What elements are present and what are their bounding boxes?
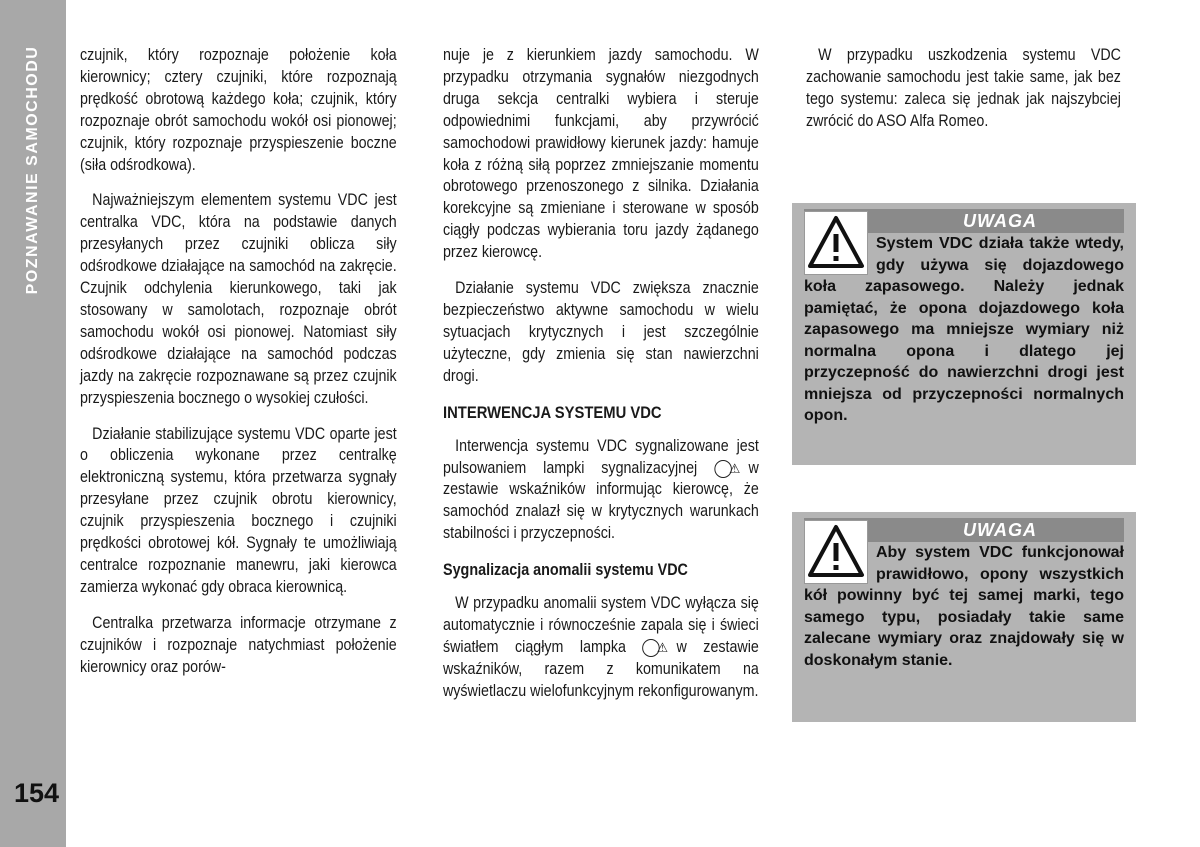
vdc-warning-lamp-icon: ⚠ — [714, 460, 732, 478]
subsection-heading: Sygnalizacja anomalii systemu VDC — [443, 561, 688, 580]
text-column-2 — [443, 45, 759, 717]
warning-text: System VDC działa także wtedy, gdy używa się dojazdowego koła zapasowego. Należy jednak pamiętać, że opona dojazdowego koła zapasowego ma mniejsze wymiary niż normalna opona i dlatego jej przyczepność do nawierzchni drogi jest mniejsza od przyczepności normalnych opon. — [804, 235, 1124, 424]
paragraph: Działanie systemu VDC zwiększa znacznie bezpieczeństwo aktywne samochodu w wielu sytuacjach krytycznych i jest szczególnie użyteczne, gdy zmienia się stan nawierzchni drogi. — [443, 279, 759, 385]
paragraph: nuje je z kierunkiem jazdy samochodu. W przypadku otrzymania sygnałów niezgodnych druga sekcja centralki wybiera i steruje odpowiednimi funkcjami, aby przywrócić samochodowi prawidłowy kierunek jazdy: hamuje koła z różną siłą poprzez zmniejszanie momentu obrotowego przenoszonego z silnika. Działania korekcyjne są zmieniane i sterowane w sposób ciągły podczas wybierania toru jazdy żądanego przez kierowcę. — [443, 46, 759, 262]
text-column-1 — [80, 45, 397, 692]
warning-heading: UWAGA — [804, 209, 1124, 233]
paragraph — [443, 593, 759, 703]
paragraph-text: Interwencja systemu VDC sygnalizowane jest pulsowaniem lampki sygnalizacyjnej — [443, 436, 759, 477]
vdc-warning-lamp-icon: ⚠ — [642, 639, 660, 657]
warning-triangle-icon — [804, 211, 868, 275]
sidebar — [0, 0, 66, 847]
text-column-3 — [806, 45, 1121, 147]
page-number: 154 — [14, 778, 60, 808]
warning-triangle-icon — [804, 520, 868, 584]
paragraph: Działanie stabilizujące systemu VDC oparte jest o obliczenia wykonane przez centralkę elektroniczną systemu, która przetwarza sygnały przesyłane przez czujnik obrotu kierownicy, czujnik przyspieszenia bocznego i czujniki prędkości obrotowej kół. Sygnały te umożliwiają centralce rozpoznanie manewru, jaki kierowca zamierza wykonać gdy obraca kierownicą. — [80, 424, 397, 596]
section-title: POZNAWANIE SAMOCHODU — [24, 45, 41, 295]
paragraph-text: w zestawie wskaźników informując kierowcę, że samochód znalazł się w krytycznych warunkach stabilności i przyczepności. — [443, 458, 759, 543]
paragraph: W przypadku uszkodzenia systemu VDC zachowanie samochodu jest takie same, jak bez tego systemu: zaleca się jednak jak najszybciej zwrócić do ASO Alfa Romeo. — [806, 46, 1121, 130]
warning-box — [792, 512, 1136, 722]
paragraph — [443, 436, 759, 546]
warning-heading: UWAGA — [804, 518, 1124, 542]
paragraph: Centralka przetwarza informacje otrzymane z czujników i rozpoznaje natychmiast położenie kierownicy oraz porów- — [80, 613, 397, 676]
warning-box — [792, 203, 1136, 465]
warning-text: Aby system VDC funkcjonował prawidłowo, opony wszystkich kół powinny być tej samej marki, tego samego typu, posiadały takie same zalecane wymiary oraz znajdowały się w doskonałym stanie. — [804, 544, 1124, 669]
section-heading: INTERWENCJA SYSTEMU VDC — [443, 402, 662, 422]
paragraph-text: w zestawie wskaźników, razem z komunikatem na wyświetlaczu wielofunkcyjnym rekonfigurowanym. — [443, 637, 759, 700]
paragraph: czujnik, który rozpoznaje położenie koła kierownicy; cztery czujniki, które rozpoznają prędkość obrotową każdego koła; czujnik, który rozpoznaje obrót samochodu wokół osi pionowej; czujnik, który rozpoznaje przyspieszenie boczne (siła odśrodkowa). — [80, 46, 397, 174]
paragraph-text: W przypadku anomalii system VDC wyłącza się automatycznie i równocześnie zapala się i świeci światłem ciągłym lampka — [443, 594, 759, 656]
paragraph: Najważniejszym elementem systemu VDC jest centralka VDC, która na podstawie danych przesyłanych przez czujniki oblicza siły odśrodkowe działające na samochód na zakręcie. Czujnik odchylenia kierunkowego, taki jak stosowany w samolotach, rozpoznaje obrót samochodu wokół osi pionowej. Natomiast siły odśrodkowe działające na samochód podczas jazdy na zakręcie rozpoznawane są przez czujnik przyspieszenia bocznego o wysokiej czułości. — [80, 191, 397, 407]
